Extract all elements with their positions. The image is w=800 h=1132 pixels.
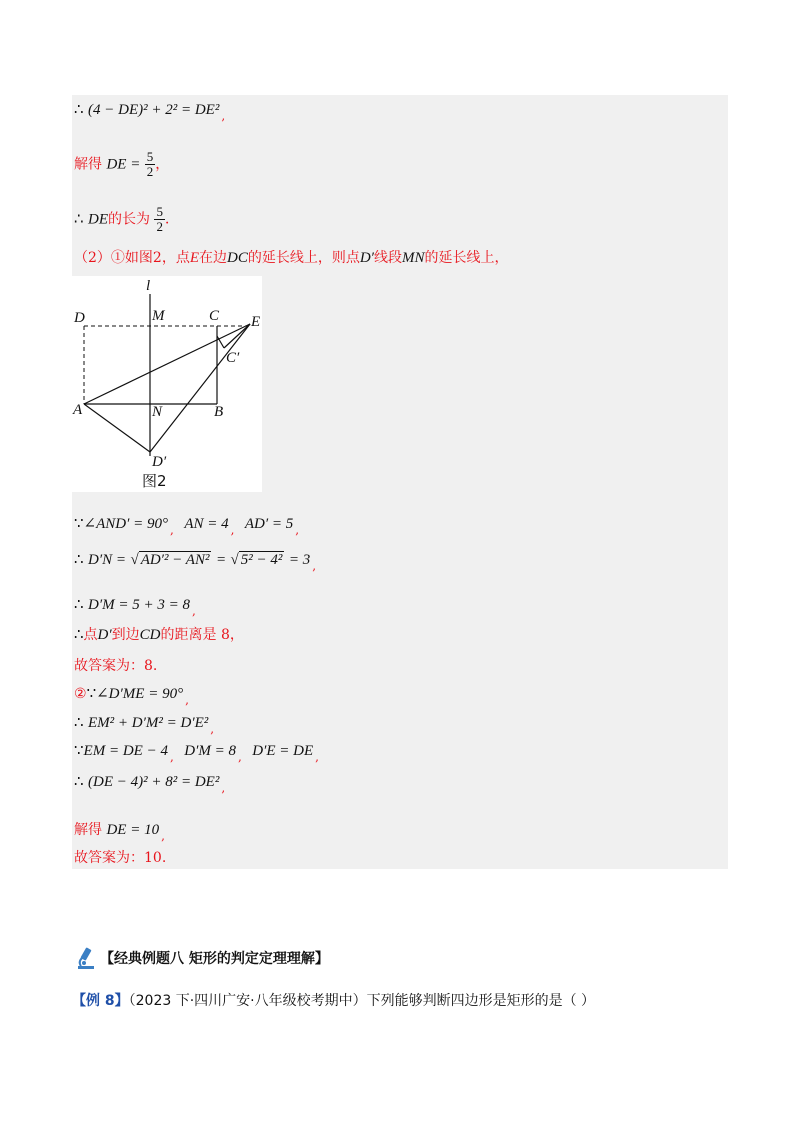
result-line-1: ∴ DE的长为 $\frac{5}{2}$ ．	[74, 204, 179, 234]
equation-line-1: ∴ (4 − DE)² + 2² = DE² ,	[74, 102, 226, 123]
segment-d-prime-e	[150, 324, 250, 452]
pythagoras-line-2: ∴ EM² + D′M² = D′E² ,	[74, 715, 215, 736]
label-a: A	[73, 402, 83, 418]
equation-line-2: ∴ (DE − 4)² + 8² = DE² ,	[74, 774, 226, 795]
label-e: E	[251, 314, 261, 330]
fraction: $\frac{5}{2}$	[156, 204, 163, 234]
answer-line-2: 故答案为：10.	[74, 850, 167, 866]
part-2-intro: （2）①如图2，点E在边DC的延长线上，则点D′线段MN的延长线上，	[74, 250, 509, 266]
substitution-given: ∵EM = DE − 4 , D′M = 8 , D′E = DE ,	[74, 743, 319, 764]
given-line: ∵∠AND′ = 90° , AN = 4 , AD′ = 5 ,	[74, 516, 300, 537]
label-d: D	[74, 310, 85, 326]
microscope-icon	[72, 946, 98, 972]
distance-conclusion: ∴点D′到边CD的距离是 8，	[74, 627, 244, 643]
label-n: N	[152, 404, 163, 420]
label-c: C	[209, 308, 220, 324]
example-tag: 【例 8】	[72, 993, 129, 1009]
segment-c-prime-e	[224, 324, 250, 348]
solve-line-1: 解得 DE = $\frac{5}{2}$ ，	[74, 149, 170, 179]
fraction: $\frac{5}{2}$	[146, 149, 154, 179]
section-heading	[72, 946, 329, 972]
geometry-figure-2	[72, 276, 262, 492]
example-question	[72, 990, 595, 1010]
pythagoras-line-1: ∴ D′N = √ AD′² − AN² = √ 5² − 4² = 3 ,	[74, 552, 317, 573]
figure-caption: 图2	[142, 472, 167, 490]
example-text: （2023 下·四川广安·八年级校考期中）下列能够判断四边形是矩形的是（ ）	[128, 993, 596, 1009]
label-b: B	[214, 404, 224, 420]
solve-line-2: 解得 DE = 10 ,	[74, 822, 165, 843]
label-c-prime: C′	[226, 350, 240, 366]
distance-calc-line: ∴ D′M = 5 + 3 = 8 ,	[74, 597, 196, 618]
answer-line-1: 故答案为：8.	[74, 658, 158, 674]
label-l: l	[146, 278, 151, 294]
part-2b-given: ②∵∠D′ME = 90° ,	[74, 686, 189, 707]
label-m: M	[152, 308, 165, 324]
section-title: 【经典例题八 矩形的判定定理理解】	[100, 951, 329, 967]
segment-ad-prime	[84, 404, 150, 452]
label-d-prime: D′	[152, 454, 167, 470]
